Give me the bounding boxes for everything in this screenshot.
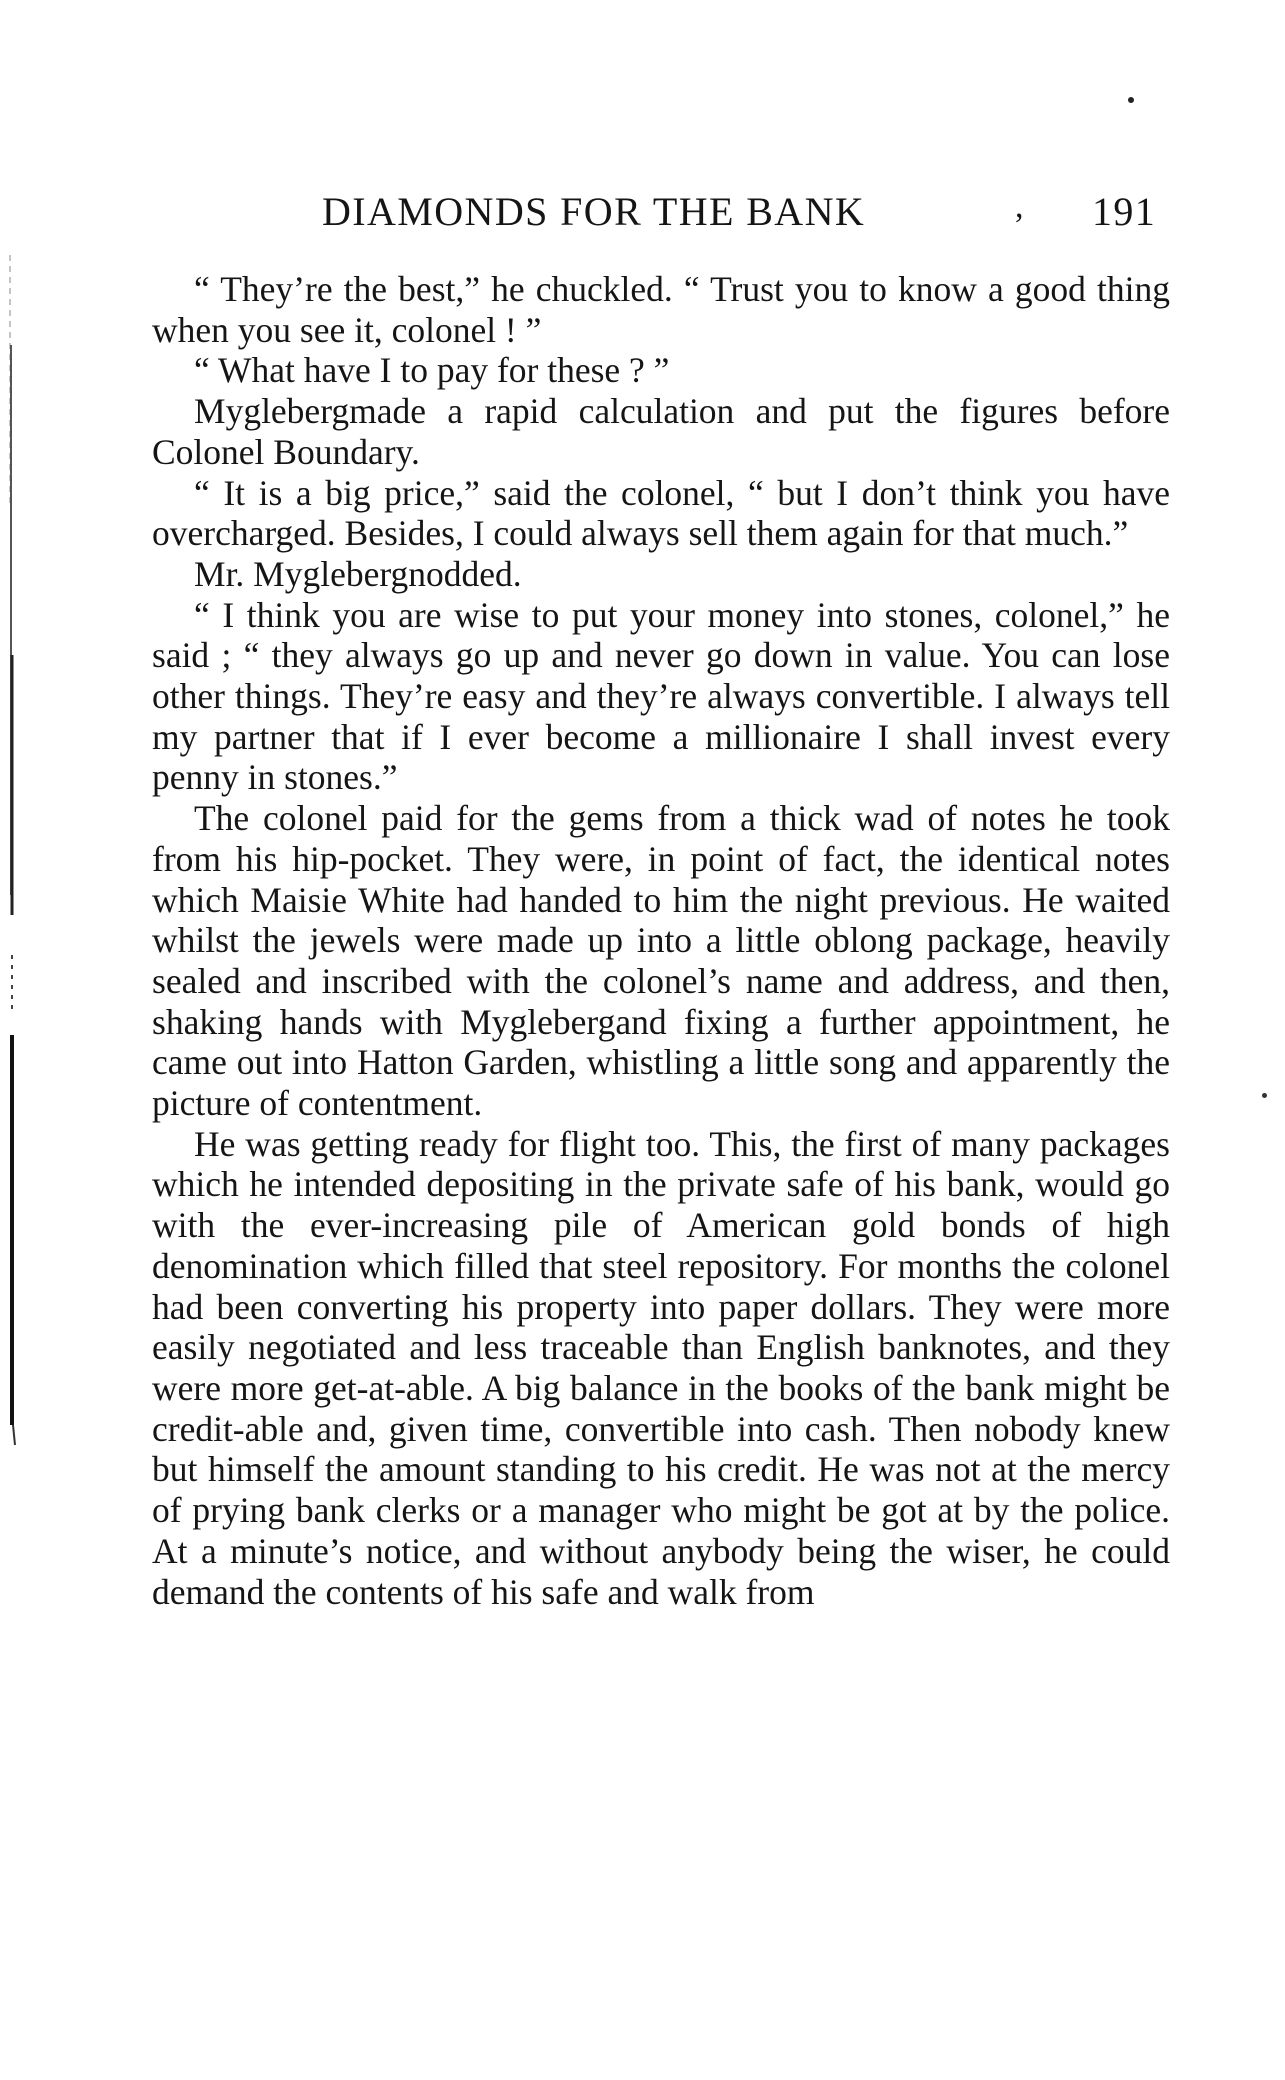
paragraph: “ It is a big price,” said the colonel, “ but I don’t think you have overcharged. Besides, I could always sell them again for that much.” [152,472,1170,554]
page-number: 191 [1092,189,1157,234]
chapter-title: DIAMONDS FOR THE BANK [322,189,866,234]
print-speck [1128,97,1134,103]
header-mark: , [1015,188,1025,225]
paragraph: Mr. Myglebergnodded. [194,553,522,594]
binding-shadow [6,255,16,1445]
paragraph: Myglebergmade a rapid calculation and put the figures before Colonel Boundary. [152,391,1170,472]
running-head [152,188,1170,238]
paragraph: “ I think you are wise to put your money into stones, colonel,” he said ; “ they always go up and never go down in value. You can lose other things. They’re easy and they’re always convertible. I always tell my partner that if I ever become a millionaire I shall invest every penny in stones.” [152,594,1170,798]
paragraph: He was getting ready for flight too. This, the first of many packages which he intended depositing in the private safe of his bank, would go with the ever-increasing pile of American gold bonds of high denomination which filled that steel repository. For months the colonel had been converting his property into paper dollars. They were more easily negotiated and less traceable than English banknotes, and they were more get-at-able. A big balance in the books of the bank might be credit-able and, given time, convertible into cash. Then nobody knew but himself the amount standing to his credit. He was not at the mercy of prying bank clerks or a manager who might be got at by the police. At a minute’s notice, and without anybody being the wiser, he could demand the contents of his safe and walk from [152,1123,1170,1612]
paragraph: “ They’re the best,” he chuckled. “ Trust you to know a good thing when you see it, colonel ! ” [152,269,1170,350]
print-speck [1262,1093,1267,1098]
paragraph: The colonel paid for the gems from a thick wad of notes he took from his hip-pocket. They were, in point of fact, the identical notes which Maisie White had handed to him the night previous. He waited whilst the jewels were made up into a little oblong package, heavily sealed and inscribed with the colonel’s name and address, and then, shaking hands with Myglebergand fixing a further appointment, he came out into Hatton Garden, whistling a little song and apparently the picture of contentment. [152,798,1170,1124]
paragraph: “ What have I to pay for these ? ” [194,350,670,391]
body-text [152,269,1170,1612]
